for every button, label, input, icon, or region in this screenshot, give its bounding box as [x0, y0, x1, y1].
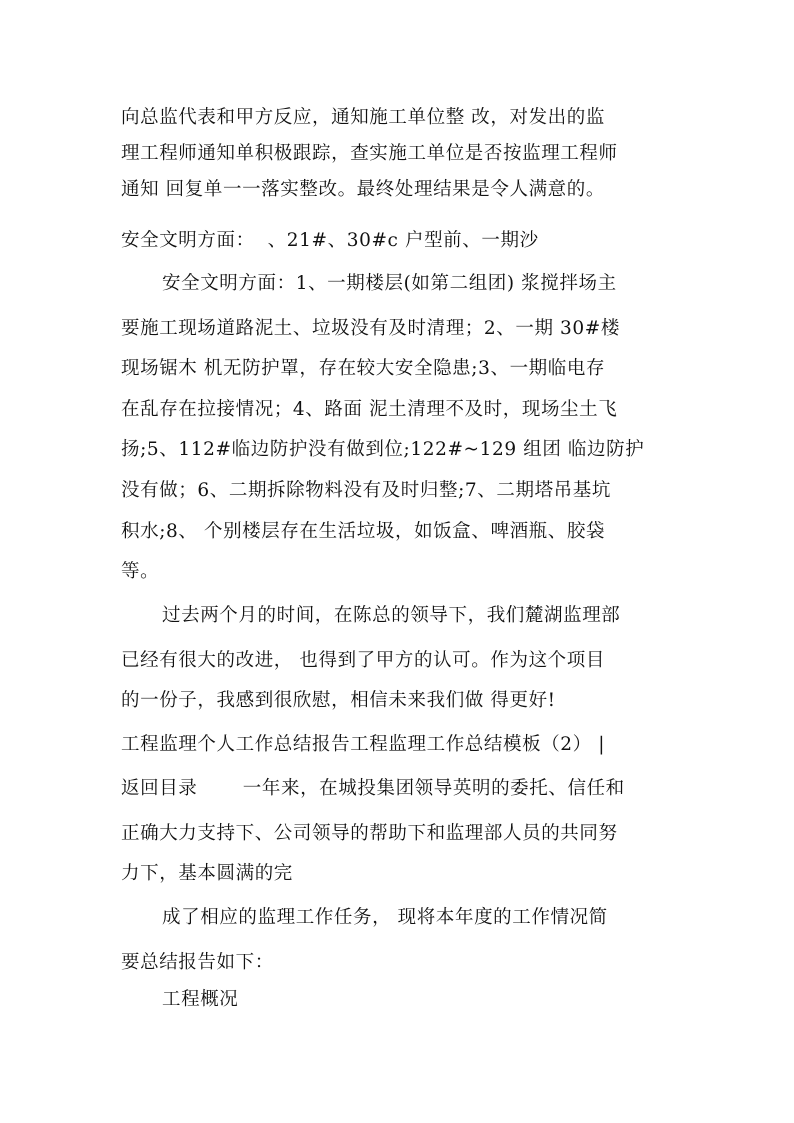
body-text-line: 已经有很大的改进， 也得到了甲方的认可。作为这个项目	[121, 650, 605, 671]
paragraph-first-line: 成了相应的监理工作任务， 现将本年度的工作情况简	[162, 907, 608, 928]
body-text-line: 要施工现场道路泥土、垃圾没有及时清理；2、一期 30#楼	[121, 318, 620, 339]
body-text-line: 积水;8、 个别楼层存在生活垃圾，如饭盒、啤酒瓶、胶袋	[121, 521, 606, 542]
body-text-line: 通知 回复单一一落实整改。最终处理结果是令人满意的。	[121, 179, 605, 200]
body-text-line: 扬;5、112#临边防护没有做到位;122#~129 组团 临边防护	[121, 439, 645, 460]
body-text-line: 等。	[121, 561, 160, 582]
body-text-line: 工程监理个人工作总结报告工程监理工作总结模板（2） |	[121, 734, 606, 755]
body-text-line: 在乱存在拉接情况；4、路面 泥土清理不及时，现场尘土飞	[121, 399, 618, 420]
body-text-line: 现场锯木 机无防护罩，存在较大安全隐患;3、一期临电存	[121, 358, 606, 379]
section-heading: 工程概况	[162, 989, 239, 1010]
body-text-line: 力下，基本圆满的完	[121, 863, 293, 884]
body-text-line: 向总监代表和甲方反应，通知施工单位整 改，对发出的监	[121, 107, 605, 128]
body-text-line: 的一份子，我感到很欣慰，相信未来我们做 得更好!	[121, 690, 556, 711]
body-text-line: 要总结报告如下：	[121, 952, 274, 973]
body-text-line: 正确大力支持下、公司领导的帮助下和监理部人员的共同努	[121, 823, 618, 844]
body-text-line: 理工程师通知单积极跟踪，查实施工单位是否按监理工程师	[121, 143, 618, 164]
body-text-line: 安全文明方面： 、21#、30#c 户型前、一期沙	[121, 230, 539, 251]
paragraph-first-line: 安全文明方面：1、一期楼层(如第二组团) 浆搅拌场主	[162, 273, 617, 294]
paragraph-first-line: 过去两个月的时间，在陈总的领导下，我们麓湖监理部	[162, 605, 621, 626]
body-text-line: 返回目录 一年来，在城投集团领导英明的委托、信任和	[121, 778, 625, 799]
body-text-line: 没有做；6、二期拆除物料没有及时归整;7、二期塔吊基坑	[121, 480, 611, 501]
